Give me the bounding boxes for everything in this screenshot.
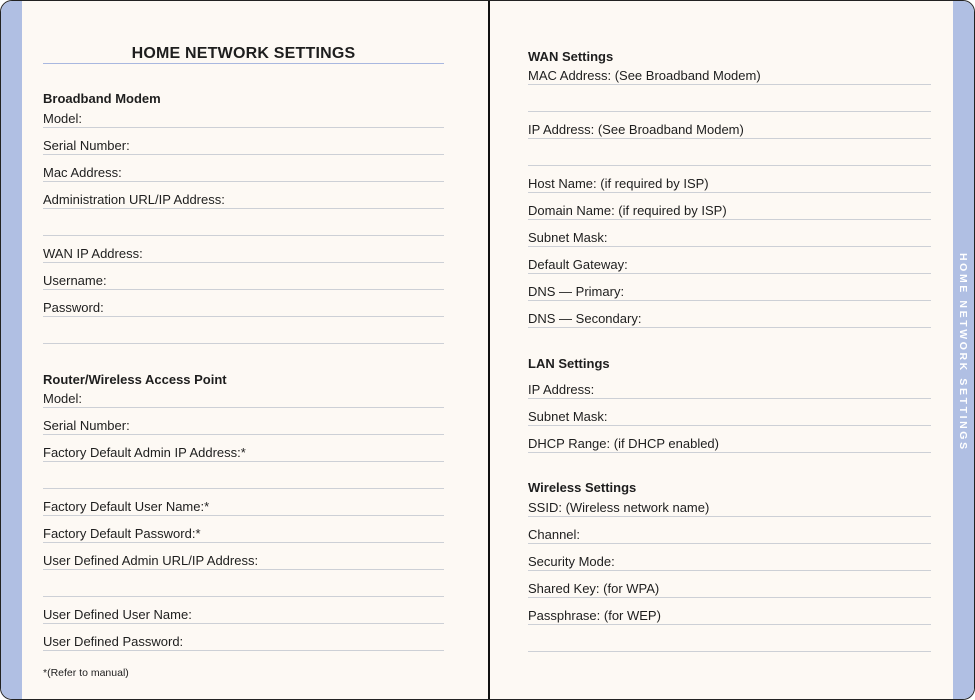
field-router-factory-password[interactable]	[43, 516, 444, 543]
section-heading-router: Router/Wireless Access Point	[43, 372, 227, 387]
field-label: Password:	[43, 300, 104, 315]
field-router-user-password[interactable]	[43, 624, 444, 651]
field-label: Passphrase: (for WEP)	[528, 608, 661, 623]
write-line	[43, 650, 444, 651]
title-underline	[43, 63, 444, 64]
field-label: Model:	[43, 111, 83, 126]
field-router-user-admin-url-continued[interactable]	[43, 570, 444, 597]
field-wan-mac-address-continued[interactable]	[528, 85, 931, 112]
field-modem-admin-url-continued[interactable]	[43, 209, 444, 236]
field-router-factory-admin-ip-continued[interactable]	[43, 462, 444, 489]
field-wan-default-gateway[interactable]	[528, 247, 931, 274]
field-label: Factory Default Admin IP Address:*	[43, 445, 246, 460]
field-wan-ip-address-continued[interactable]	[528, 139, 931, 166]
left-edge-tab	[1, 1, 22, 699]
field-wireless-security-mode[interactable]	[528, 544, 931, 571]
field-label: Host Name: (if required by ISP)	[528, 176, 709, 191]
field-wireless-ssid[interactable]	[528, 490, 931, 517]
field-label: IP Address:	[528, 382, 595, 397]
write-line	[43, 343, 444, 344]
field-label: Username:	[43, 273, 107, 288]
field-lan-ip-address[interactable]	[528, 372, 931, 399]
field-label: User Defined User Name:	[43, 607, 192, 622]
write-line	[528, 651, 931, 652]
field-label: Serial Number:	[43, 138, 130, 153]
field-label: Subnet Mask:	[528, 409, 608, 424]
field-modem-model[interactable]	[43, 101, 444, 128]
field-label: DNS — Primary:	[528, 284, 625, 299]
field-label: Channel:	[528, 527, 581, 542]
footnote: *(Refer to manual)	[43, 667, 129, 679]
field-modem-serial-number[interactable]	[43, 128, 444, 155]
field-label: WAN IP Address:	[43, 246, 143, 261]
field-wan-domain-name[interactable]	[528, 193, 931, 220]
field-label: Serial Number:	[43, 418, 130, 433]
field-wan-dns-secondary[interactable]	[528, 301, 931, 328]
field-router-user-username[interactable]	[43, 597, 444, 624]
field-label: Security Mode:	[528, 554, 615, 569]
field-router-model[interactable]	[43, 381, 444, 408]
side-tab-label	[954, 253, 975, 453]
field-label: Mac Address:	[43, 165, 122, 180]
side-tab-text: HOME NETWORK SETTINGS	[957, 253, 969, 452]
field-modem-wan-ip[interactable]	[43, 236, 444, 263]
field-label: IP Address: (See Broadband Modem)	[528, 122, 744, 137]
field-wan-mac-address[interactable]	[528, 58, 931, 85]
field-label: Administration URL/IP Address:	[43, 192, 225, 207]
section-heading-broadband-modem: Broadband Modem	[43, 91, 161, 106]
section-heading-lan: LAN Settings	[528, 356, 610, 371]
page-spine-divider	[488, 1, 490, 700]
field-label: Default Gateway:	[528, 257, 628, 272]
field-label: DHCP Range: (if DHCP enabled)	[528, 436, 719, 451]
field-wireless-passphrase-continued[interactable]	[528, 625, 931, 652]
left-page	[43, 1, 444, 700]
field-router-serial-number[interactable]	[43, 408, 444, 435]
field-router-user-admin-url[interactable]	[43, 543, 444, 570]
field-label: User Defined Password:	[43, 634, 184, 649]
field-modem-admin-url[interactable]	[43, 182, 444, 209]
field-router-factory-admin-ip[interactable]	[43, 435, 444, 462]
write-line	[528, 452, 931, 453]
page-title: HOME NETWORK SETTINGS	[131, 45, 356, 62]
field-label: Subnet Mask:	[528, 230, 608, 245]
field-label: Factory Default User Name:*	[43, 499, 210, 514]
field-wireless-passphrase[interactable]	[528, 598, 931, 625]
field-label: Domain Name: (if required by ISP)	[528, 203, 727, 218]
field-label: Model:	[43, 391, 83, 406]
field-label: MAC Address: (See Broadband Modem)	[528, 68, 761, 83]
write-line	[528, 327, 931, 328]
field-modem-password[interactable]	[43, 290, 444, 317]
field-wan-dns-primary[interactable]	[528, 274, 931, 301]
field-wan-ip-address[interactable]	[528, 112, 931, 139]
right-page	[528, 1, 931, 700]
section-heading-wireless: Wireless Settings	[528, 480, 637, 495]
field-modem-password-continued[interactable]	[43, 317, 444, 344]
field-label: Factory Default Password:*	[43, 526, 201, 541]
field-wireless-shared-key[interactable]	[528, 571, 931, 598]
field-label: DNS — Secondary:	[528, 311, 642, 326]
field-label: SSID: (Wireless network name)	[528, 500, 710, 515]
field-modem-username[interactable]	[43, 263, 444, 290]
field-lan-dhcp-range[interactable]	[528, 426, 931, 453]
field-label: Shared Key: (for WPA)	[528, 581, 660, 596]
field-modem-mac-address[interactable]	[43, 155, 444, 182]
field-wireless-channel[interactable]	[528, 517, 931, 544]
field-wan-subnet-mask[interactable]	[528, 220, 931, 247]
field-lan-subnet-mask[interactable]	[528, 399, 931, 426]
field-label: User Defined Admin URL/IP Address:	[43, 553, 259, 568]
field-router-factory-username[interactable]	[43, 489, 444, 516]
field-wan-host-name[interactable]	[528, 166, 931, 193]
section-heading-wan: WAN Settings	[528, 49, 614, 64]
